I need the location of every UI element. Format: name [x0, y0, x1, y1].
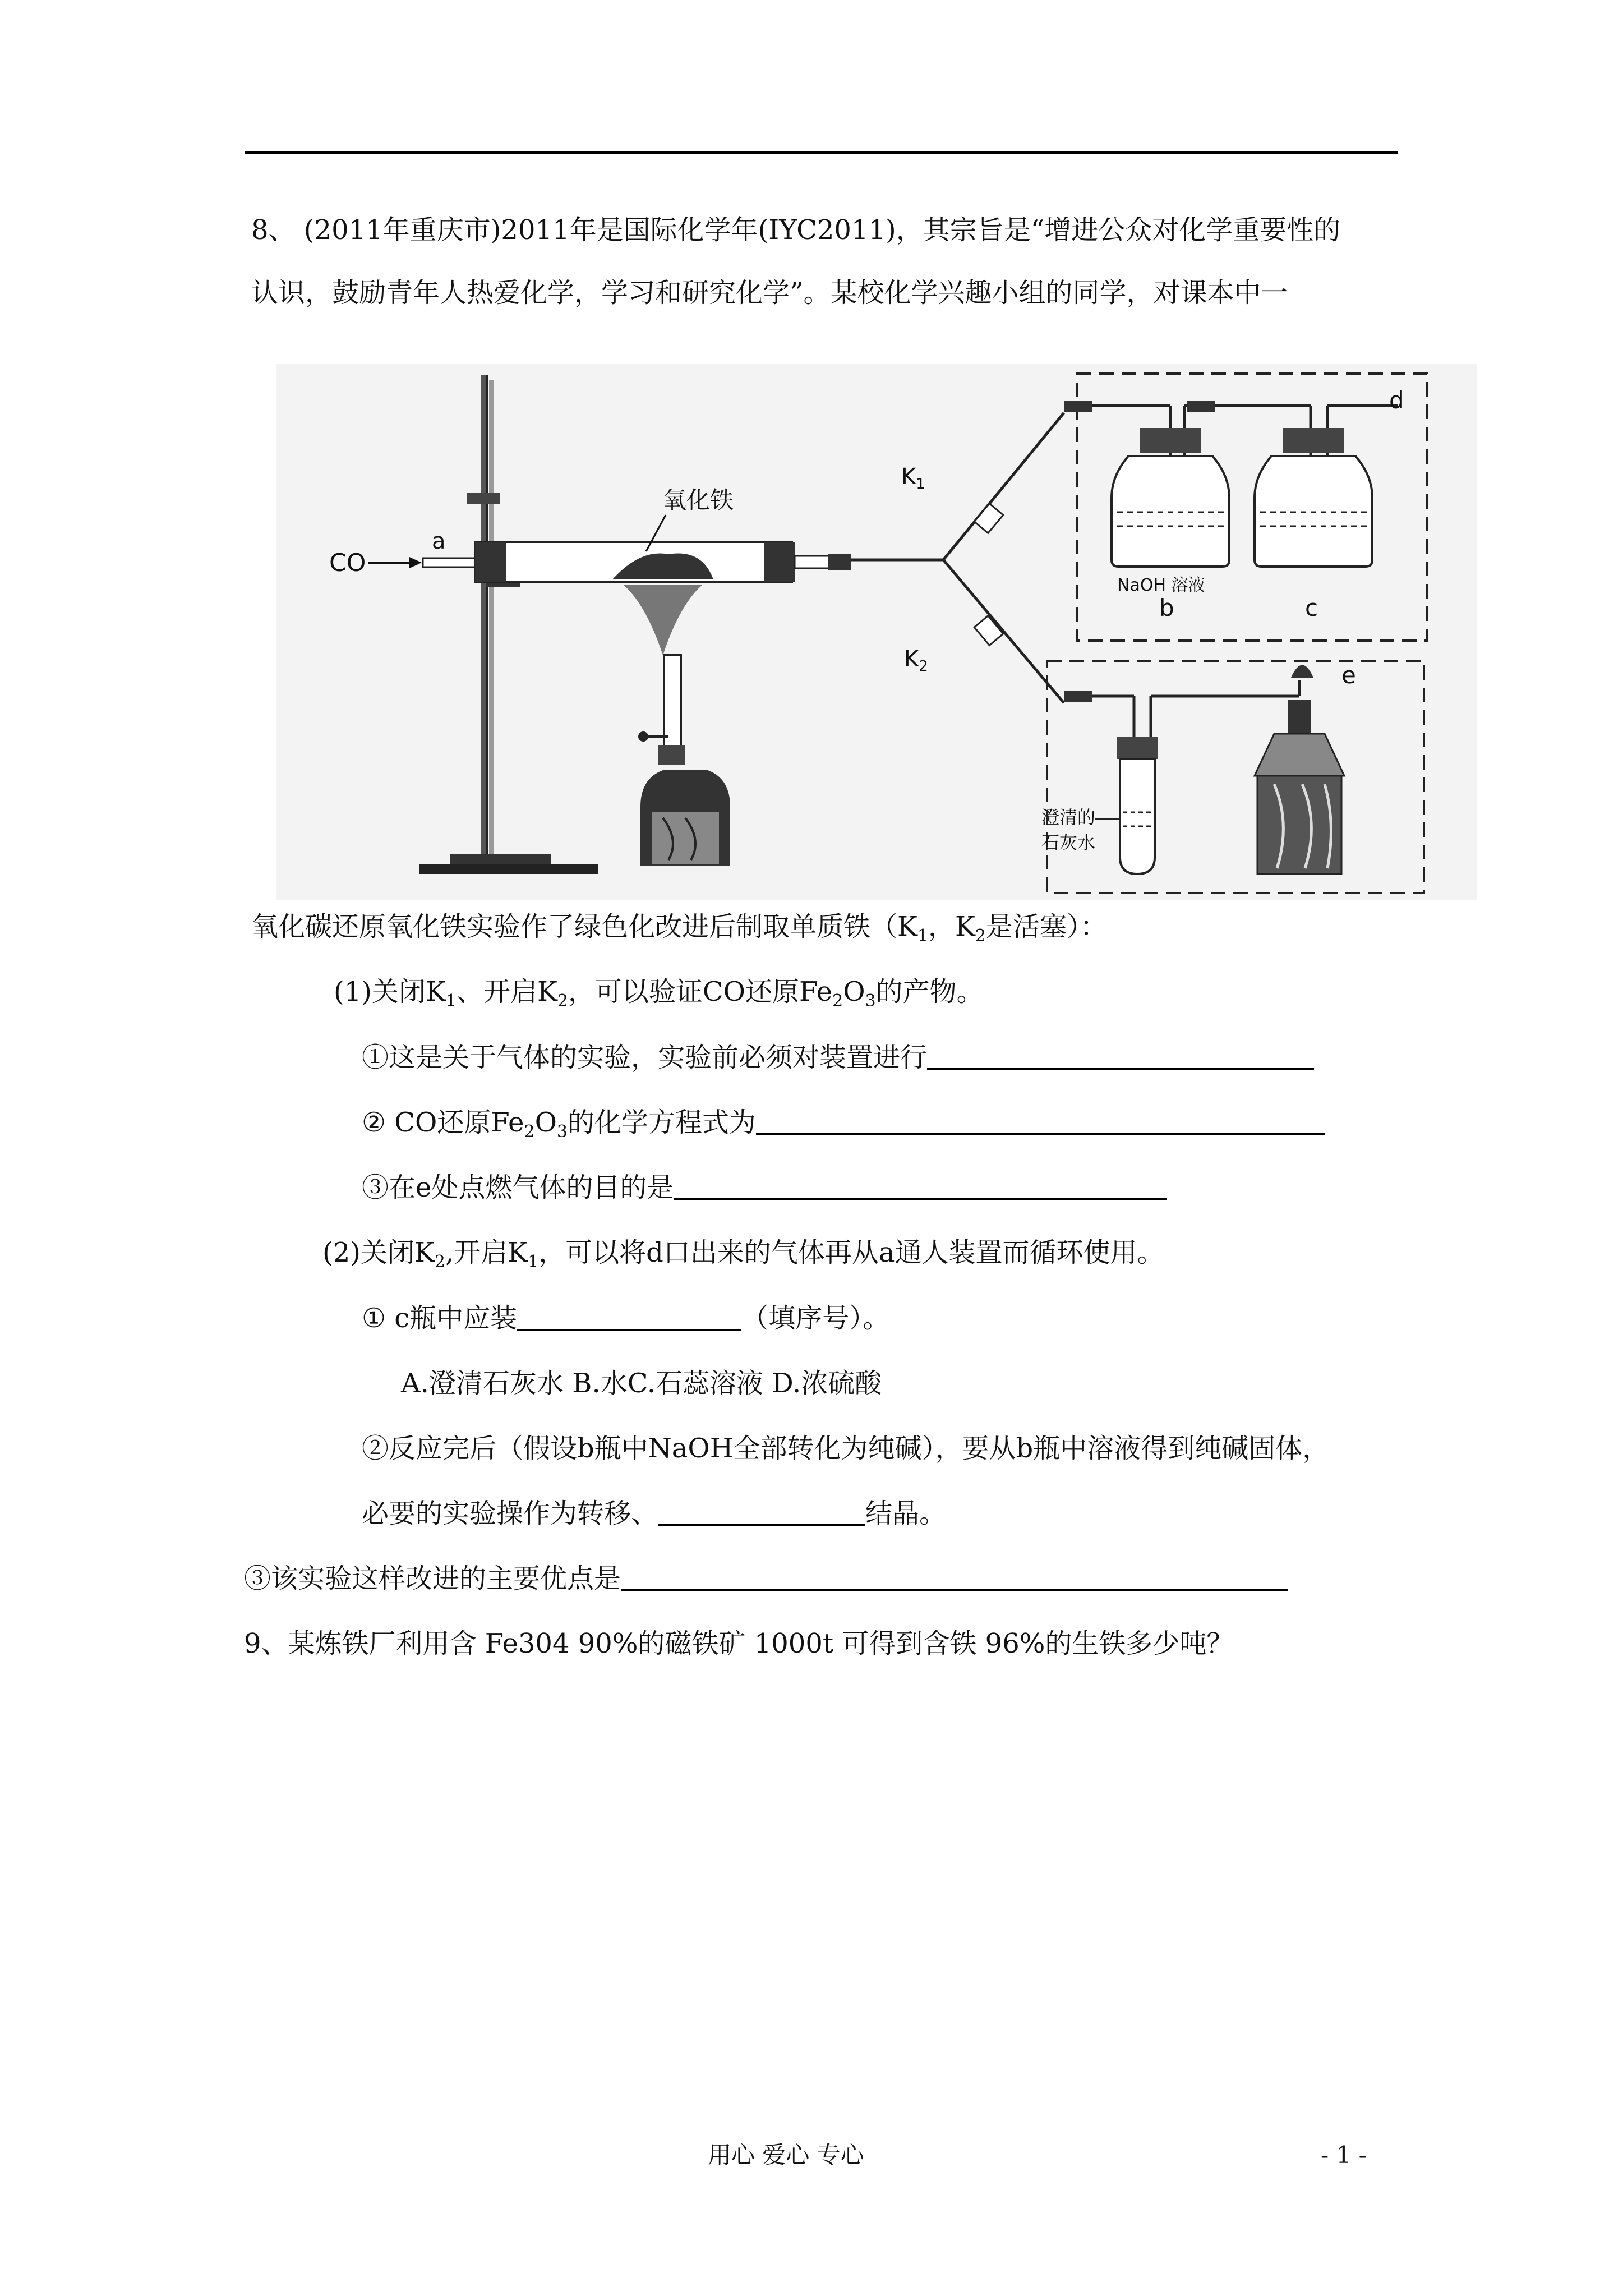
co-arrow-head: [409, 557, 422, 568]
q8-part2-3: ③该实验这样改进的主要优点是: [244, 1562, 1288, 1595]
answer-blank-1-2[interactable]: [756, 1106, 1325, 1135]
q8-part2-1: ① c瓶中应装 （填序号）。: [362, 1303, 890, 1334]
k1-label: $K_1$: [901, 464, 925, 493]
d-label: d: [1389, 386, 1404, 414]
apparatus-figure: [276, 364, 1477, 900]
co-label: CO: [329, 549, 366, 577]
q8-part2-2b: 必要的实验操作为转移、 结晶。: [362, 1498, 947, 1529]
q8-part1-1: ①这是关于气体的实验，实验前必须对装置进行: [362, 1041, 1314, 1074]
tube-stopper-left: [475, 542, 506, 582]
bottle-b-stopper: [1140, 428, 1201, 453]
limewater-label-2: 石灰水: [1041, 832, 1096, 853]
answer-blank-2-2[interactable]: [658, 1497, 865, 1526]
q9: 9、某炼铁厂利用含 Fe304 90%的磁铁矿 1000t 可得到含铁 96%的生铁多少吨？: [244, 1628, 1234, 1659]
q8-options: A.澄清石灰水 B.水C.石蕊溶液 D.浓硫酸: [401, 1368, 882, 1399]
valve-k1: [974, 504, 1003, 533]
q8-part1-3: ③在e处点燃气体的目的是: [362, 1171, 1167, 1204]
q8-line3: 氧化碳还原氧化铁实验作了绿色化改进后制取单质铁（$K_1$，$K_2$是活塞）：: [251, 911, 1107, 946]
answer-blank-1-3[interactable]: [674, 1171, 1167, 1200]
flame-e: [1291, 665, 1313, 678]
test-tube-stopper: [1117, 737, 1158, 759]
q8-part1: (1)关闭$K_1$、开启$K_2$，可以验证CO还原$Fe_2O_3$的产物。: [334, 976, 984, 1011]
burner-flame: [624, 585, 702, 655]
bottle-c-stopper: [1283, 428, 1344, 453]
answer-blank-1-1[interactable]: [927, 1041, 1314, 1070]
e-label: e: [1341, 661, 1356, 689]
q8-part1-2: ② CO还原$Fe_2O_3$的化学方程式为: [362, 1106, 1325, 1149]
b-label: b: [1159, 594, 1174, 622]
page-number: - 1 -: [1321, 2141, 1367, 2169]
answer-blank-2-3[interactable]: [621, 1562, 1288, 1591]
answer-blank-2-1[interactable]: [517, 1302, 741, 1331]
q8-line2: 认识，鼓励青年人热爱化学，学习和研究化学”。某校化学兴趣小组的同学，对课本中一: [251, 277, 1288, 309]
a-label: a: [432, 528, 446, 554]
k2-label: $K_2$: [904, 646, 928, 675]
q8-part2: (2)关闭$K_2$,开启$K_1$，可以将d口出来的气体再从a通人装置而循环使用。: [322, 1237, 1164, 1272]
footer-motto: 用心 爱心 专心: [708, 2141, 864, 2169]
q8-part2-2a: ②反应完后（假设b瓶中NaOH全部转化为纯碱），要从b瓶中溶液得到纯碱固体，: [362, 1433, 1330, 1464]
test-tube: [1120, 759, 1155, 874]
naoh-label: NaOH 溶液: [1117, 576, 1205, 595]
apparatus-diagram: [276, 364, 1477, 900]
branch-k2: [943, 560, 1064, 703]
limewater-label-1: 澄清的: [1041, 807, 1096, 828]
valve-k2: [974, 616, 1003, 646]
outlet-connector: [828, 554, 851, 570]
fe2o3-label: 氧化铁: [663, 486, 734, 514]
tube-stopper-right: [764, 542, 795, 582]
q8-line1: 8、 (2011年重庆市)2011年是国际化学年(IYC2011)，其宗旨是“增进公众对化学重要性的: [251, 214, 1341, 246]
inlet-tube: [423, 558, 477, 567]
lamp-e-top: [1255, 734, 1344, 776]
c-label: c: [1305, 594, 1318, 622]
rod-clamp: [467, 493, 500, 504]
branch-k1: [943, 413, 1064, 560]
header-rule: [245, 151, 1398, 154]
